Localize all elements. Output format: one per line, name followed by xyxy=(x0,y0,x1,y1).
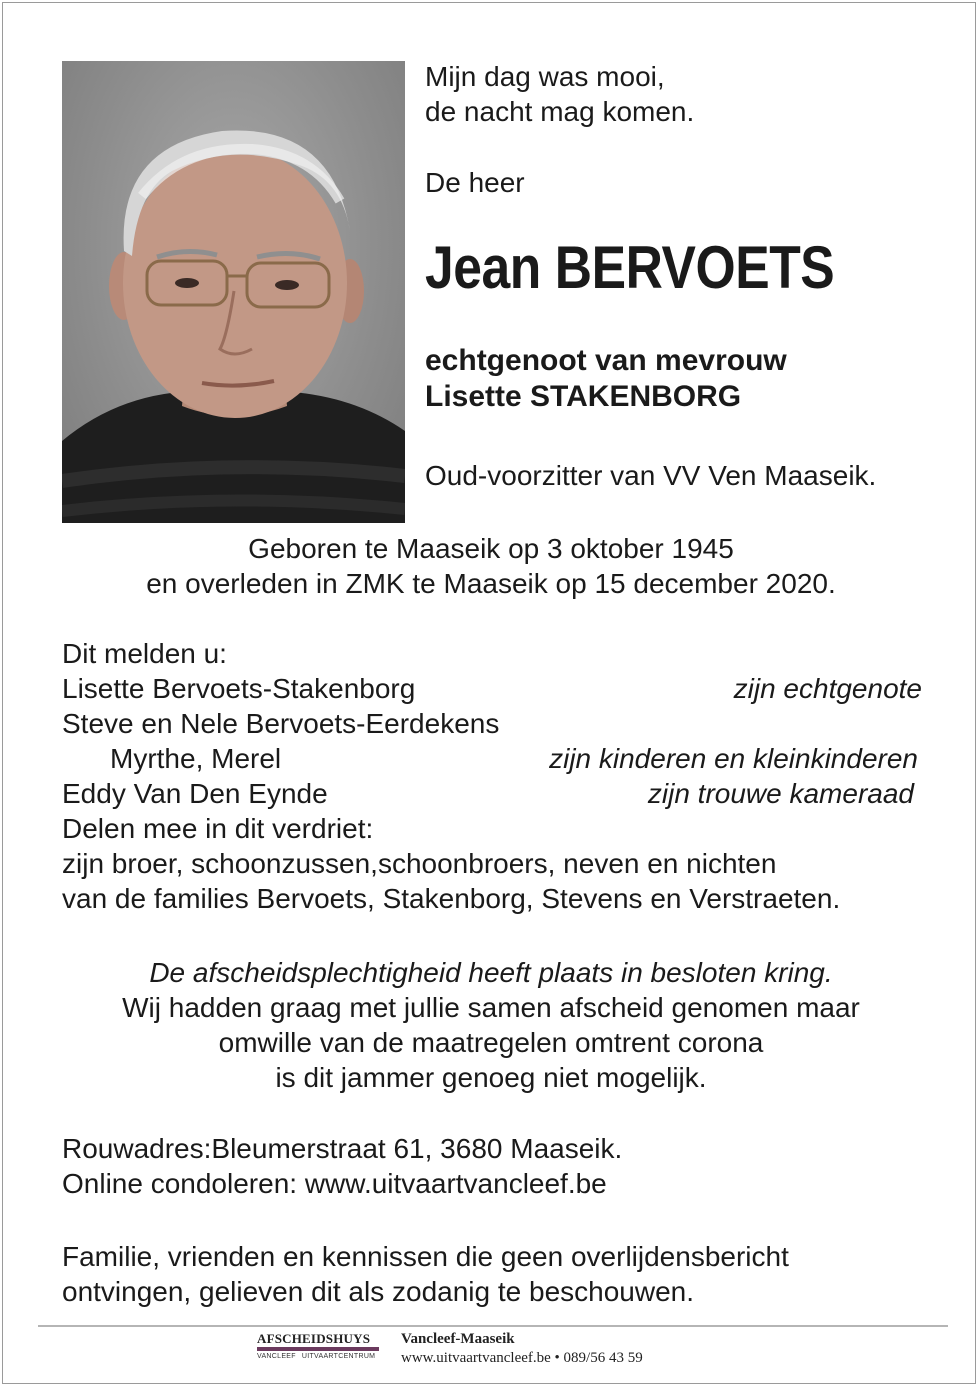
ceremony-info xyxy=(3,955,979,1095)
funeral-home-logo xyxy=(257,1332,385,1361)
logo-left-text: VANCLEEF xyxy=(257,1353,296,1360)
ceremony-line-4: is dit jammer genoeg niet mogelijk. xyxy=(275,1062,707,1093)
deceased-name: Jean BERVOETS xyxy=(425,234,835,301)
poem xyxy=(425,59,694,129)
announcer-name: Steve en Nele Bervoets-Eerdekens xyxy=(62,708,500,739)
portrait-photo xyxy=(62,61,405,523)
online-condolence: Online condoleren: www.uitvaartvancleef.be xyxy=(62,1168,607,1199)
logo-bar xyxy=(257,1347,379,1351)
spouse-line-1: echtgenoot van mevrouw xyxy=(425,344,787,377)
ceremony-line-3: omwille van de maatregelen omtrent corona xyxy=(218,1027,764,1058)
announcer-name: Myrthe, Merel xyxy=(110,743,282,774)
list-item xyxy=(62,671,922,706)
role-text: Oud-voorzitter van VV Ven Maaseik. xyxy=(425,460,877,491)
announcer-name: Lisette Bervoets-Stakenborg xyxy=(62,673,416,704)
spouse-line-2: Lisette STAKENBORG xyxy=(425,380,742,413)
list-item xyxy=(62,741,922,776)
footer-divider xyxy=(38,1325,948,1327)
share-line-2 xyxy=(62,881,922,916)
death-line: en overleden in ZMK te Maaseik op 15 december 2020. xyxy=(146,568,836,599)
share-line-1-text: zijn broer, schoonzussen,schoonbroers, neven en nichten xyxy=(62,848,777,879)
list-item xyxy=(62,776,922,811)
company-contact: www.uitvaartvancleef.be • 089/56 43 59 xyxy=(401,1350,643,1366)
company-name: Vancleef-Maaseik xyxy=(401,1331,515,1347)
mourning-address: Rouwadres:Bleumerstraat 61, 3680 Maaseik. xyxy=(62,1133,623,1164)
list-item xyxy=(62,706,922,741)
family-note xyxy=(62,1239,789,1309)
birth-line: Geboren te Maaseik op 3 oktober 1945 xyxy=(248,533,734,564)
announcer-relation: zijn trouwe kameraad xyxy=(647,778,914,809)
logo-title: AFSCHEIDSHUYS xyxy=(257,1331,371,1346)
obituary-card xyxy=(2,2,976,1384)
announcers-intro-text: Dit melden u: xyxy=(62,638,227,669)
poem-line-1: Mijn dag was mooi, xyxy=(425,61,665,92)
announcer-relation: zijn echtgenote xyxy=(733,673,922,704)
share-intro xyxy=(62,811,922,846)
family-note-line-1: Familie, vrienden en kennissen die geen overlijdensbericht xyxy=(62,1241,789,1272)
announcer-relation: zijn kinderen en kleinkinderen xyxy=(549,743,918,774)
ceremony-line-2: Wij hadden graag met jullie samen afscheid genomen maar xyxy=(122,992,860,1023)
announcer-name: Eddy Van Den Eynde xyxy=(62,778,328,809)
ceremony-line-1: De afscheidsplechtigheid heeft plaats in besloten kring. xyxy=(149,957,833,988)
share-line-1 xyxy=(62,846,922,881)
poem-line-2: de nacht mag komen. xyxy=(425,96,695,127)
logo-subtitle xyxy=(257,1352,385,1361)
portrait-illustration xyxy=(62,61,405,523)
share-intro-text: Delen mee in dit verdriet: xyxy=(62,813,374,844)
announcers-list xyxy=(62,636,922,916)
family-note-line-2: ontvingen, gelieven dit als zodanig te beschouwen. xyxy=(62,1276,694,1307)
share-line-2-text: van de families Bervoets, Stakenborg, Stevens en Verstraeten. xyxy=(62,883,841,914)
address-block xyxy=(62,1131,622,1201)
honorific: De heer xyxy=(425,167,525,198)
announcers-intro xyxy=(62,636,922,671)
spouse-block xyxy=(425,343,787,415)
logo-right-text: UITVAARTCENTRUM xyxy=(301,1353,376,1360)
birth-death-info xyxy=(3,531,979,601)
